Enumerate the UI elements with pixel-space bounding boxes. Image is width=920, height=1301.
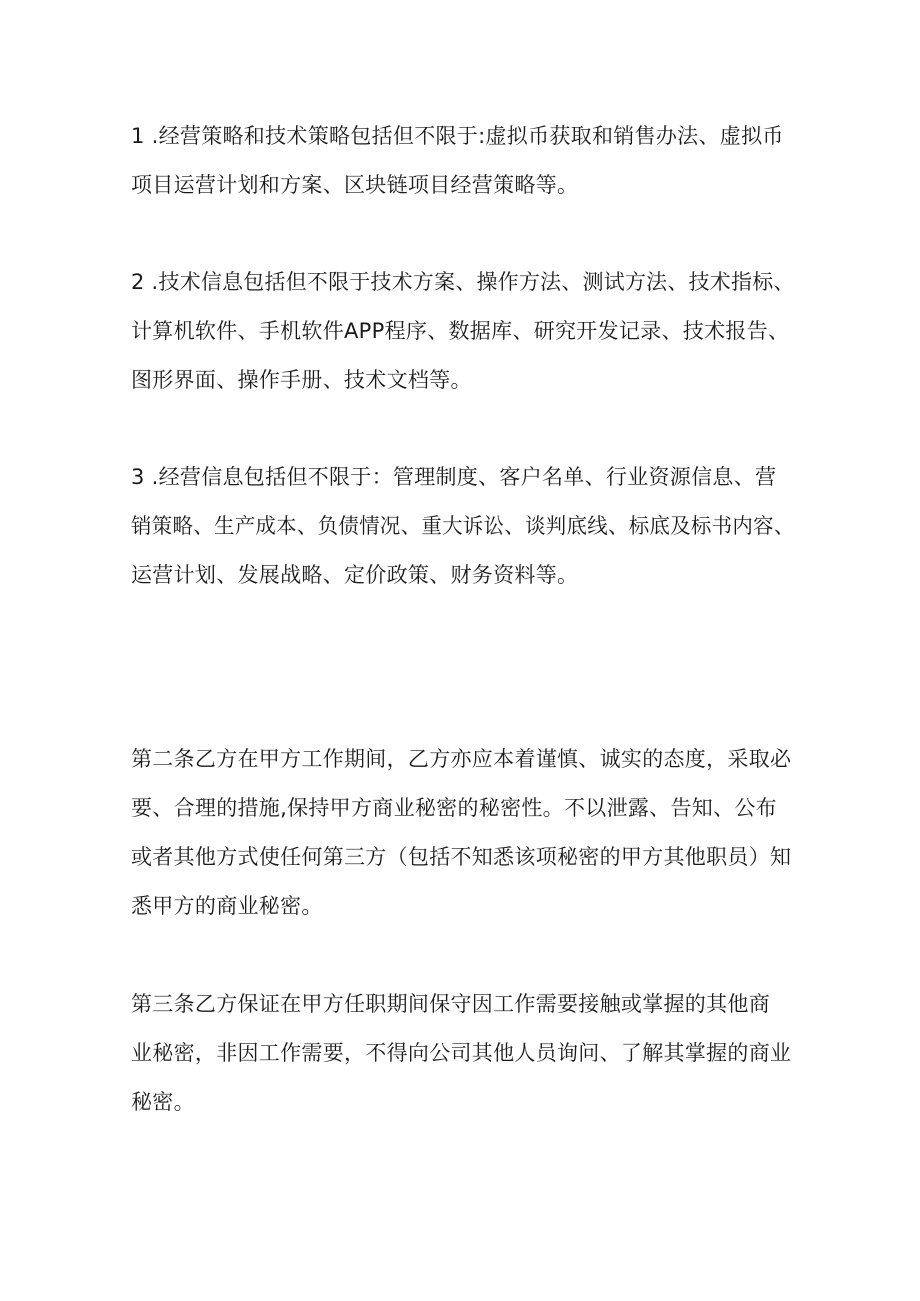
text-line: 2 .技术信息包括但不限于技术方案、操作方法、测试方法、技术指标、 bbox=[131, 270, 795, 294]
clause-item-1 bbox=[131, 112, 795, 210]
text-line: 运营计划、发展战略、定价政策、财务资料等。 bbox=[131, 563, 579, 587]
text-line: 业秘密，非因工作需要，不得向公司其他人员询问、了解其掌握的商业 bbox=[131, 1041, 792, 1065]
text-line: 悉甲方的商业秘密。 bbox=[131, 894, 323, 918]
text-line: 图形界面、操作手册、技术文档等。 bbox=[131, 368, 472, 392]
text-line: 第二条乙方在甲方工作期间，乙方亦应本着谨慎、诚实的态度，采取必 bbox=[131, 747, 792, 771]
text-line: 或者其他方式使任何第三方（包括不知悉该项秘密的甲方其他职员）知 bbox=[131, 845, 792, 869]
article-two bbox=[131, 735, 795, 931]
text-line: 第三条乙方保证在甲方任职期间保守因工作需要接触或掌握的其他商 bbox=[131, 992, 770, 1016]
text-line: 3 .经营信息包括但不限于：管理制度、客户名单、行业资源信息、营 bbox=[131, 465, 777, 489]
text-line: 秘密。 bbox=[131, 1090, 195, 1114]
article-three bbox=[131, 980, 795, 1127]
text-line: 计算机软件、手机软件APP程序、数据库、研究开发记录、技术报告、 bbox=[131, 319, 790, 343]
text-line: 销策略、生产成本、负债情况、重大诉讼、谈判底线、标底及标书内容、 bbox=[131, 514, 795, 538]
clause-item-2 bbox=[131, 258, 795, 405]
clause-item-3 bbox=[131, 453, 795, 600]
text-line: 项目运营计划和方案、区块链项目经营策略等。 bbox=[131, 173, 579, 197]
text-line: 要、合理的措施,保持甲方商业秘密的秘密性。不以泄露、告知、公布 bbox=[131, 796, 777, 820]
text-line: 1 .经营策略和技术策略包括但不限于:虚拟币获取和销售办法、虚拟币 bbox=[131, 124, 784, 148]
